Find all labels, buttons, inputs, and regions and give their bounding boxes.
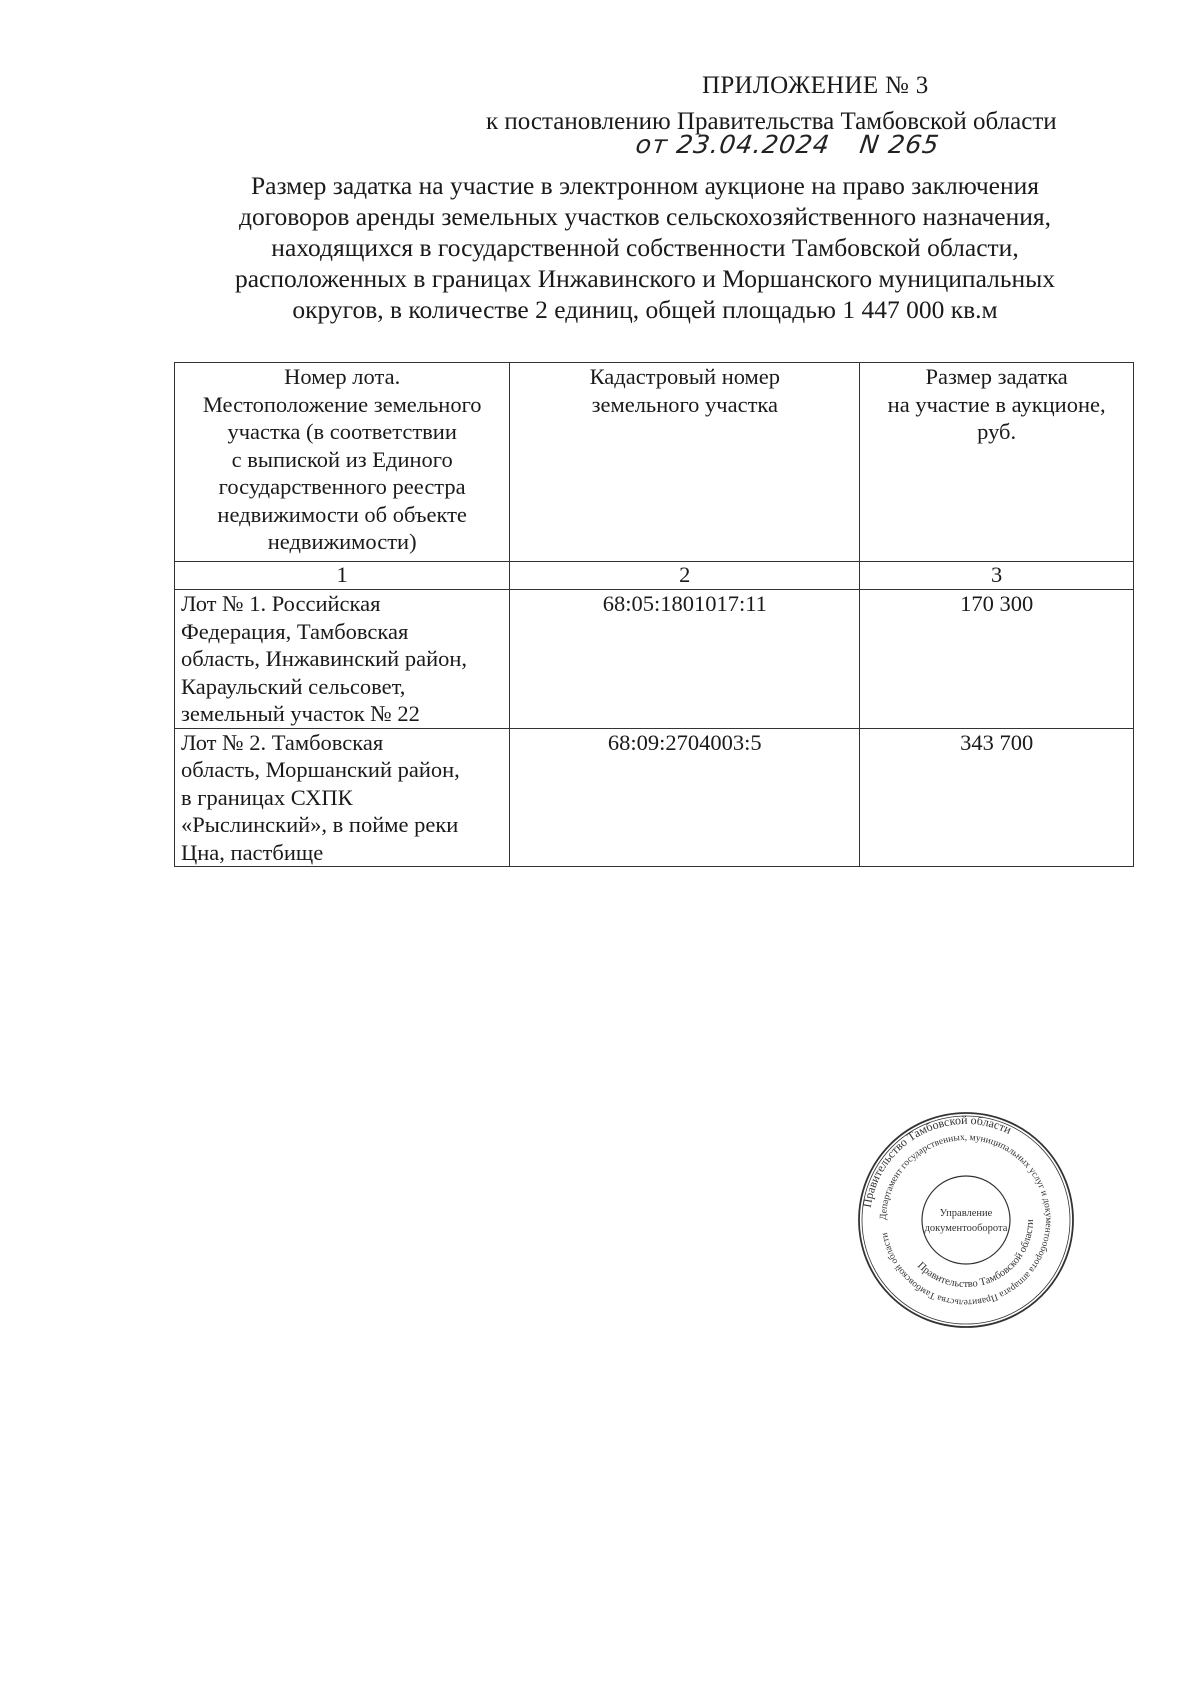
location-line: область, Инжавинский район, xyxy=(181,646,468,671)
deposit-table xyxy=(174,362,1134,867)
location-line: область, Моршанский район, xyxy=(181,757,460,782)
stamp-middle-text: Департамент государственных, муниципальных услуг и документооборота аппарата Правительства Тамбовской области xyxy=(878,1132,1054,1308)
heading-line: округов, в количестве 2 единиц, общей площадью 1 447 000 кв.м xyxy=(292,295,998,324)
location-line: Федерация, Тамбовская xyxy=(181,618,409,644)
lot-location-cell xyxy=(175,590,510,729)
location-line: «Рыслинский», в пойме реки xyxy=(181,812,459,837)
stamp-center-line-1: Управление xyxy=(939,1208,993,1219)
table-row xyxy=(175,728,1134,867)
header-line: Размер задатка xyxy=(925,364,1068,389)
column-number: 2 xyxy=(510,562,860,590)
stamp-inner-text: Правительство Тамбовской области xyxy=(915,1219,1037,1291)
stamp-center-circle xyxy=(922,1176,1010,1264)
location-line: земельный участок № 22 xyxy=(181,701,420,726)
header-line: на участие в аукционе, xyxy=(887,391,1106,417)
header-line: земельного участка xyxy=(591,391,778,417)
column-number-row xyxy=(175,562,1134,590)
location-line: в границах СХПК xyxy=(181,784,353,810)
lot-location-cell xyxy=(175,728,510,867)
location-line: Лот № 2. Тамбовская xyxy=(181,729,384,755)
appendix-reference: к постановлению Правительства Тамбовской области xyxy=(486,108,1057,135)
location-line: Караульский сельсовет, xyxy=(181,673,406,699)
header-line: государственного реестра xyxy=(218,474,466,499)
deposit-amount-cell: 343 700 xyxy=(860,728,1134,867)
stamp-center-line-2: документооборота xyxy=(924,1223,1008,1234)
cadastral-number-cell: 68:05:1801017:11 xyxy=(510,590,860,729)
header-line: недвижимости) xyxy=(267,529,417,554)
cadastral-number-cell: 68:09:2704003:5 xyxy=(510,728,860,867)
header-line: Местоположение земельного xyxy=(202,391,482,417)
header-lot-location xyxy=(175,363,510,562)
handwritten-number: N 265 xyxy=(857,130,942,159)
heading-line: договоров аренды земельных участков сельскохозяйственного назначения, xyxy=(238,202,1052,231)
location-line: Лот № 1. Российская xyxy=(181,591,381,616)
handwritten-date: от 23.04.2024 xyxy=(633,130,832,159)
heading-line: находящихся в государственной собственности Тамбовской области, xyxy=(271,233,1019,262)
document-heading xyxy=(170,170,1120,325)
location-line: Цна, пастбище xyxy=(181,839,324,865)
table-header-row xyxy=(175,363,1134,562)
header-cadastral-number xyxy=(510,363,860,562)
header-line: руб. xyxy=(977,419,1017,444)
heading-line: Размер задатка на участие в электронном аукционе на право заключения xyxy=(250,171,1040,200)
stamp-outer-text: Правительство Тамбовской области xyxy=(859,1112,1014,1209)
header-line: участка (в соответствии xyxy=(227,419,457,444)
column-number: 1 xyxy=(175,562,510,590)
column-number: 3 xyxy=(860,562,1134,590)
official-stamp xyxy=(856,1110,1076,1330)
heading-line: расположенных в границах Инжавинского и Моршанского муниципальных xyxy=(234,264,1056,293)
header-line: Кадастровый номер xyxy=(589,364,781,389)
header-line: Номер лота. xyxy=(284,364,401,389)
deposit-amount-cell: 170 300 xyxy=(860,590,1134,729)
header-line: недвижимости об объекте xyxy=(217,501,467,527)
header-line: с выпиской из Единого xyxy=(231,446,453,472)
table-row xyxy=(175,590,1134,729)
header-deposit-amount xyxy=(860,363,1134,562)
appendix-title: ПРИЛОЖЕНИЕ № 3 xyxy=(702,72,929,99)
